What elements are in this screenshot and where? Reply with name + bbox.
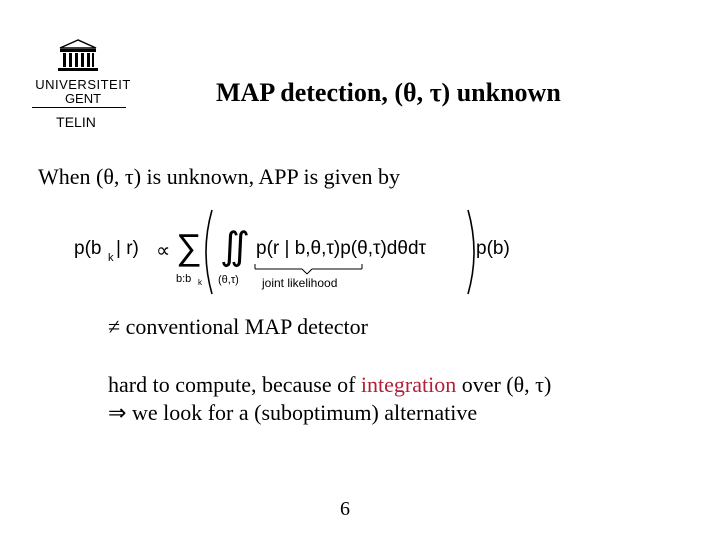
building-icon <box>56 38 100 74</box>
note-line <box>108 314 368 340</box>
formula-lhs-rest: | r) <box>116 238 139 259</box>
alternative-line <box>108 400 477 426</box>
formula-integrand: p(r | b,θ,τ)p(θ,τ)dθdτ <box>256 238 427 259</box>
sum-subscript-k: k <box>198 278 202 287</box>
university-logo <box>28 38 138 133</box>
implies-symbol: ⇒ <box>108 400 127 425</box>
logo-university-text: UNIVERSITEIT <box>35 77 131 92</box>
sum-symbol: ∑ <box>176 226 202 267</box>
formula-lhs: p(b <box>74 238 102 259</box>
page-number: 6 <box>340 498 350 520</box>
underbrace-label: joint likelihood <box>262 276 338 290</box>
app-formula <box>70 206 530 298</box>
hard-to-compute-line <box>108 372 551 398</box>
hard-suffix-text: over (θ, τ) <box>456 372 552 397</box>
double-integral-symbol: ∬ <box>220 226 250 268</box>
intro-text: When (θ, τ) is unknown, APP is given by <box>38 164 401 189</box>
hard-prefix-text: hard to compute, because of <box>108 372 361 397</box>
sum-subscript: b:b <box>176 273 192 285</box>
integration-highlight: integration <box>360 372 457 397</box>
formula-prior: p(b) <box>476 238 510 259</box>
logo-group-text: TELIN <box>56 114 96 130</box>
note-text: conventional MAP detector <box>125 314 368 339</box>
proportional-symbol: ∝ <box>156 240 171 262</box>
formula-lhs-sub: k <box>108 252 114 264</box>
alternative-text: we look for a (suboptimum) alternative <box>131 400 478 425</box>
logo-city-text: GENT <box>64 91 102 106</box>
integral-subscript: (θ,τ) <box>218 274 239 286</box>
logo-divider <box>32 107 126 108</box>
slide-title: MAP detection, (θ, τ) unknown <box>216 78 561 107</box>
not-equal-symbol: ≠ <box>108 314 121 339</box>
underbrace <box>255 264 362 274</box>
